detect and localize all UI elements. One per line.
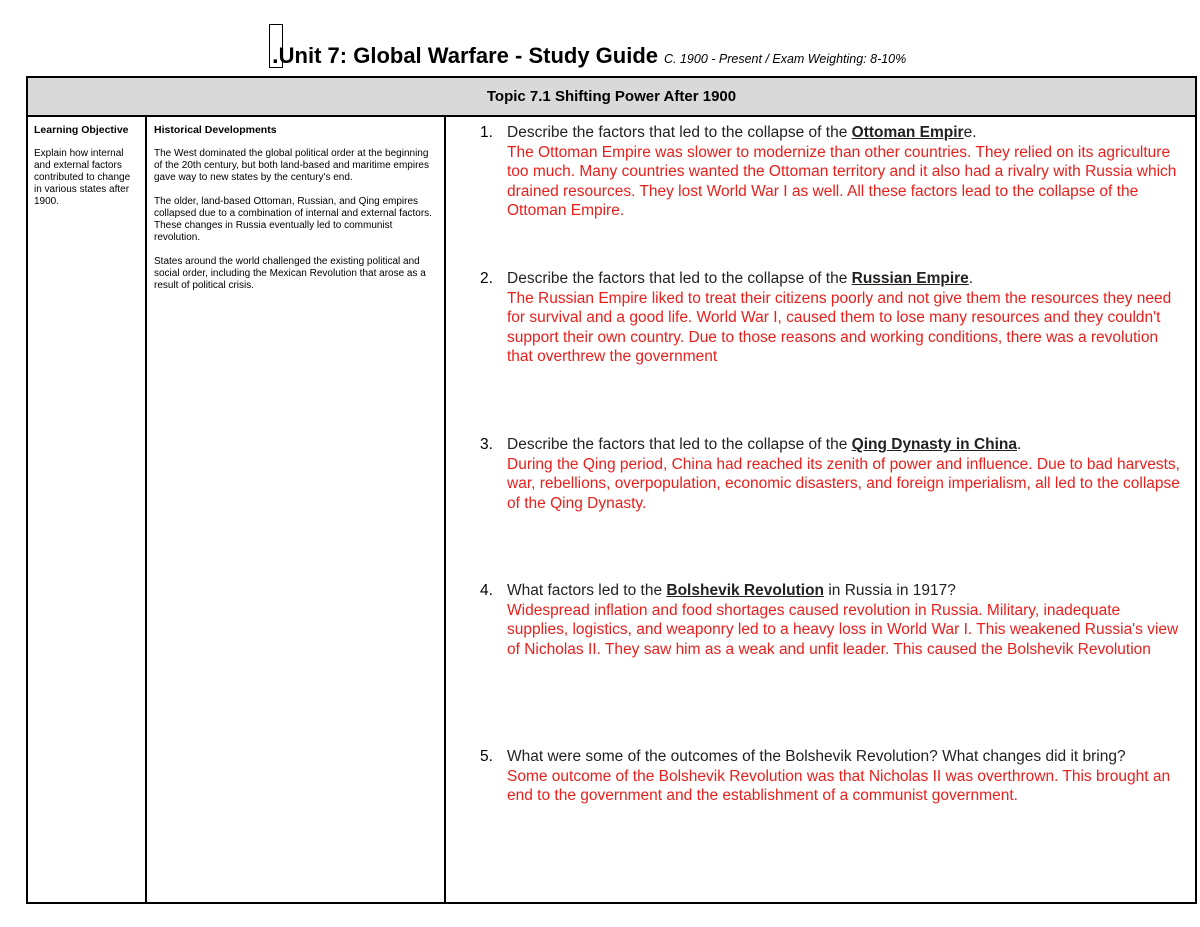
- question-item: [480, 581, 1180, 659]
- learning-objective-heading: Learning Objective: [34, 124, 129, 136]
- questions-column: [446, 117, 1195, 902]
- question-item: [480, 269, 1180, 367]
- question-prompt: Describe the factors that led to the collapse of the Qing Dynasty in China.: [507, 436, 1022, 453]
- question-answer[interactable]: During the Qing period, China had reached its zenith of power and influence. Due to bad harvests, war, rebellions, overpopulation, economic disasters, and foreign imperialism, all led to the collapse of the Qing Dynasty.: [507, 455, 1180, 512]
- study-guide-table: [26, 76, 1197, 904]
- question-number: 2.: [480, 270, 493, 287]
- question-number: 4.: [480, 582, 493, 599]
- historical-developments-column: [147, 117, 446, 902]
- question-number: 1.: [480, 124, 493, 141]
- question-answer[interactable]: The Russian Empire liked to treat their citizens poorly and not give them the resources they need for survival and a good life. World War I, caused them to lose many resources and they couldn't support their own country. Due to those reasons and working conditions, there was a revolution that overthrew the government: [507, 289, 1172, 365]
- question-number: 5.: [480, 748, 493, 765]
- question-answer[interactable]: Widespread inflation and food shortages caused revolution in Russia. Military, inadequate supplies, logistics, and weaponry led to a heavy loss in World War I. This weakened Russia's view of Nicholas II. They saw him as a weak and unfit leader. This caused the Bolshevik Revolution: [507, 601, 1179, 658]
- question-keyword: Qing Dynasty in China: [851, 436, 1017, 453]
- historical-development-paragraph: The West dominated the global political order at the beginning of the 20th century, but both land-based and maritime empires gave way to new states by the century's end.: [154, 148, 429, 183]
- historical-development-paragraph: States around the world challenged the existing political and social order, including the Mexican Revolution that arose as a result of political crisis.: [154, 256, 426, 291]
- question-keyword: Russian Empire: [851, 270, 969, 287]
- question-prompt: What factors led to the Bolshevik Revolution in Russia in 1917?: [507, 582, 956, 599]
- question-item: [480, 123, 1180, 221]
- historical-developments-heading: Historical Developments: [154, 124, 277, 136]
- learning-objective-column: [28, 117, 147, 902]
- topic-header: Topic 7.1 Shifting Power After 1900: [28, 78, 1195, 117]
- question-keyword: Ottoman Empir: [851, 124, 964, 141]
- question-prompt: What were some of the outcomes of the Bolshevik Revolution? What changes did it bring?: [507, 748, 1126, 765]
- historical-development-paragraph: The older, land-based Ottoman, Russian, and Qing empires collapsed due to a combination of internal and external factors. These changes in Russia eventually led to communist revolution.: [154, 196, 432, 243]
- question-prompt: Describe the factors that led to the collapse of the Russian Empire.: [507, 270, 974, 287]
- page-title: [272, 42, 906, 73]
- question-keyword: Bolshevik Revolution: [666, 582, 825, 599]
- title-text: Unit 7: Global Warfare - Study Guide: [278, 43, 658, 68]
- title-dot: .: [272, 42, 279, 69]
- question-item: [480, 747, 1180, 806]
- question-item: [480, 435, 1180, 513]
- question-number: 3.: [480, 436, 493, 453]
- question-answer[interactable]: The Ottoman Empire was slower to modernize than other countries. They relied on its agriculture too much. Many countries wanted the Ottoman territory and it also had a rivalry with Russia which drained resources. They lost World War I as well. All these factors lead to the collapse of the Ottoman Empire.: [507, 143, 1177, 219]
- title-subtitle: C. 1900 - Present / Exam Weighting: 8-10%: [664, 52, 907, 66]
- question-prompt: Describe the factors that led to the collapse of the Ottoman Empire.: [507, 124, 977, 141]
- question-answer[interactable]: Some outcome of the Bolshevik Revolution was that Nicholas II was overthrown. This brought an end to the government and the establishment of a communist government.: [507, 767, 1171, 804]
- learning-objective-text: Explain how internal and external factors contributed to change in various states after 1900.: [34, 148, 131, 207]
